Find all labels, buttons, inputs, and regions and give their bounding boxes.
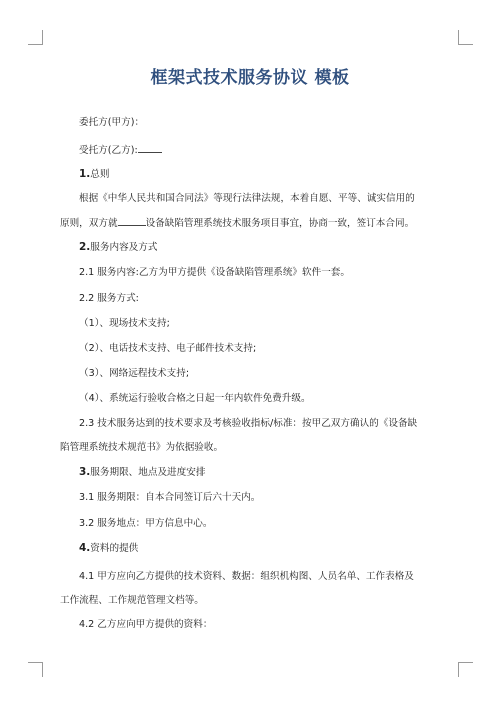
contractor-party-line — [79, 143, 464, 157]
list-item: （4）、系统运行验收合格之日起一年内软件免费升级。 — [79, 393, 311, 404]
contractor-blank — [138, 143, 162, 153]
paragraph-line: 2.2 服务方式: — [79, 293, 139, 304]
paragraph-line: 根据《中华人民共和国合同法》等现行法律法规，本着自愿、平等、诚实信用的 — [79, 193, 415, 204]
section-title: 总则 — [90, 169, 110, 180]
contractor-party-label: 受托方(乙方): — [79, 145, 138, 156]
paragraph-line: 4.1 甲方应向乙方提供的技术资料、数据：组织机构图、人员名单、工作表格及 — [79, 571, 414, 582]
list-item: （1）、现场技术支持; — [79, 318, 170, 329]
paragraph-line: 陷管理系统技术规范书》为依据验收。 — [60, 442, 224, 453]
paragraph-line: 2.3 技术服务达到的技术要求及考核验收指标/标准：按甲乙双方确认的《设备缺 — [79, 418, 418, 429]
project-blank — [118, 216, 146, 226]
section-heading-4 — [79, 542, 464, 555]
crop-mark-top-left — [28, 30, 43, 45]
section-number: 1. — [79, 168, 91, 180]
paragraph-text: 设备缺陷管理系统技术服务项目事宜，协商一致，签订本合同。 — [145, 218, 415, 229]
section-heading-3 — [79, 466, 464, 479]
section-title: 服务内容及方式 — [90, 242, 158, 253]
section-heading-2 — [79, 241, 464, 254]
section-title: 资料的提供 — [90, 543, 139, 554]
section-heading-1 — [79, 168, 464, 181]
section-number: 3. — [79, 466, 91, 478]
paragraph-line-with-blank — [60, 216, 445, 230]
section-number: 4. — [79, 542, 91, 554]
paragraph-line: 3.2 服务地点：甲方信息中心。 — [79, 518, 213, 529]
crop-mark-bottom-right — [458, 662, 473, 677]
list-item: （3）、网络远程技术支持; — [79, 368, 190, 379]
paragraph-line: 3.1 服务期限：自本合同签订后六十天内。 — [79, 492, 261, 503]
paragraph-line: 工作流程、工作规范管理文档等。 — [60, 595, 204, 606]
client-party-line: 委托方(甲方)： — [79, 117, 145, 128]
paragraph-line: 2.1 服务内容:乙方为甲方提供《设备缺陷管理系统》软件一套。 — [79, 267, 350, 278]
paragraph-line: 4.2 乙方应向甲方提供的资料： — [79, 619, 213, 630]
list-item: （2）、电话技术支持、电子邮件技术支持; — [79, 343, 257, 354]
crop-mark-top-right — [458, 30, 473, 45]
section-number: 2. — [79, 241, 91, 253]
crop-mark-bottom-left — [28, 662, 43, 677]
paragraph-text: 原则，双方就 — [60, 218, 118, 229]
section-title: 服务期限、地点及进度安排 — [90, 467, 206, 478]
document-title: 框架式技术服务协议 模板 — [150, 68, 350, 88]
